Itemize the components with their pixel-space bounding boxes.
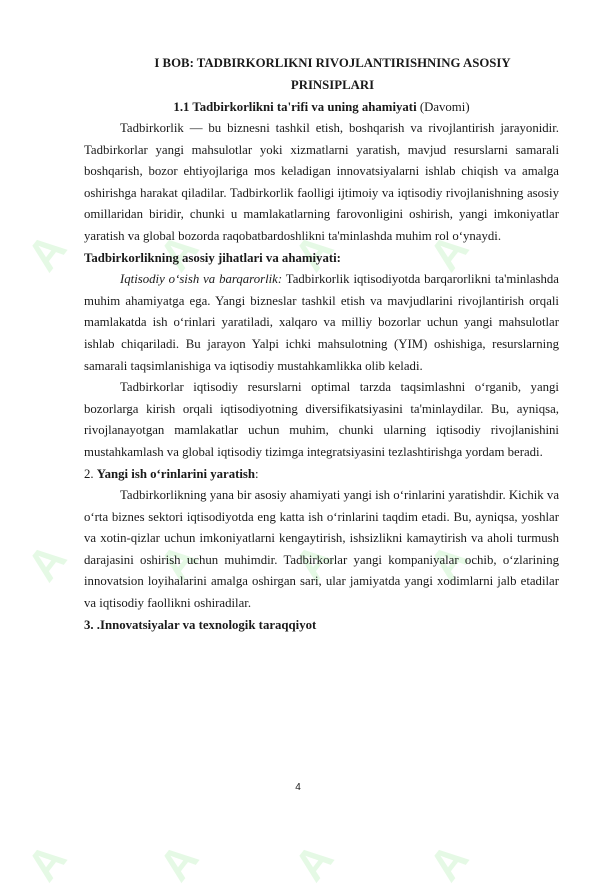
paragraph: Tadbirkorlikning yana bir asosiy ahamiyati yangi ish oʻrinlarini yaratishdir. Kichik va oʻrta biznes sektori iqtisodiyotda eng katta ish oʻrinlarini taqdim etadi. Bu, ayniqsa, yoshlar va xotin-qizlar uchun imkoniyatlarni kengaytirish, ishsizlikni kamaytirish va aholi turmush darajasini oshirish uchun muhimdir. Tadbirkorlar yangi kompaniyalar ochib, oʻzlarining innovatsion loyihalarini amalga oshirgan sari, ular jamiyatda yangi xodimlarni jalb etadilar va iqtisodiy faollikni oshiradilar. [84, 488, 559, 611]
page-number: 4 [295, 782, 301, 793]
watermark: A [285, 223, 345, 281]
watermark: A [18, 533, 78, 591]
watermark: A [420, 223, 480, 281]
subheading: 3. .Innovatsiyalar va texnologik taraqqiyot [84, 617, 317, 632]
paragraph: Tadbirkorlik — bu biznesni tashkil etish, boshqarish va rivojlantirish jarayonidir. Tadbirkorlar yangi mahsulotlar yoki xizmatlarni yaratish, mavjud resurslarni samarali boshqarish, bozor ehtiyojlariga mos keladigan innovatsiyalarni ishlab chiqish va amalga oshirishga harakat qiladilar. Tadbirkorlik faolligi ijtimoiy va iqtisodiy rivojlanishning asosiy omillaridan biridir, chunki u mamlakatlarning farovonligini oshirish, yangi imkoniyatlar yaratish va global bozorda raqobatbardoshlikni ta'minlashda muhim rol oʻynaydi. [84, 121, 559, 243]
document-body [84, 52, 559, 636]
subheading: Tadbirkorlikning asosiy jihatlari va ahamiyati: [84, 250, 341, 265]
watermark: A [285, 533, 345, 591]
watermark: A [18, 223, 78, 281]
section-heading [84, 96, 559, 118]
section-heading-note: (Davomi) [416, 100, 470, 114]
watermark: A [150, 223, 210, 281]
watermark: A [150, 533, 210, 591]
paragraph [84, 269, 559, 377]
paragraph: Tadbirkorlar iqtisodiy resurslarni optimal tarzda taqsimlashni oʻrganib, yangi bozorlarga kirish orqali iqtisodiyotning diversifikatsiyasini ta'minlaydilar. Bu, ayniqsa, rivojlanayotgan mamlakatlar uchun muhim, chunki ularning iqtisodiy rivojlanishini mustahkamlash va global iqtisodiy tizimga integratsiyasini tezlashtirishga yordam beradi. [84, 380, 559, 459]
section-heading-main: 1.1 Tadbirkorlikni ta'rifi va uning ahamiyati [173, 100, 417, 114]
subheading-numbered [84, 464, 559, 486]
watermark: A [420, 833, 480, 891]
subheading-number: 2. [84, 466, 97, 481]
watermark: A [18, 833, 78, 891]
subheading-colon: : [255, 466, 259, 481]
paragraph-lead: Iqtisodiy oʻsish va barqarorlik: [120, 272, 283, 287]
watermark: A [420, 533, 480, 591]
chapter-title: I BOB: TADBIRKORLIKNI RIVOJLANTIRISHNING ASOSIY PRINSIPLARI [154, 56, 511, 92]
watermark: A [285, 833, 345, 891]
paragraph-text: Tadbirkorlik iqtisodiyotda barqarorlikni ta'minlashda muhim ahamiyatga ega. Yangi bizneslar tashkil etish va mavjudlarini rivojlantirish orqali mamlakatda ish oʻrinlari yaratiladi, xalqaro va milliy bozorlar uchun yangi mahsulotlar ishlab chiqariladi. Bu jarayon Yalpi ichki mahsulotning (YIM) oshishiga, resurslarning samarali taqsimlanishiga va iqtisodiy mustahkamlikka olib keladi. [84, 272, 559, 373]
subheading-text: Yangi ish oʻrinlarini yaratish [96, 466, 256, 481]
watermark: A [150, 833, 210, 891]
